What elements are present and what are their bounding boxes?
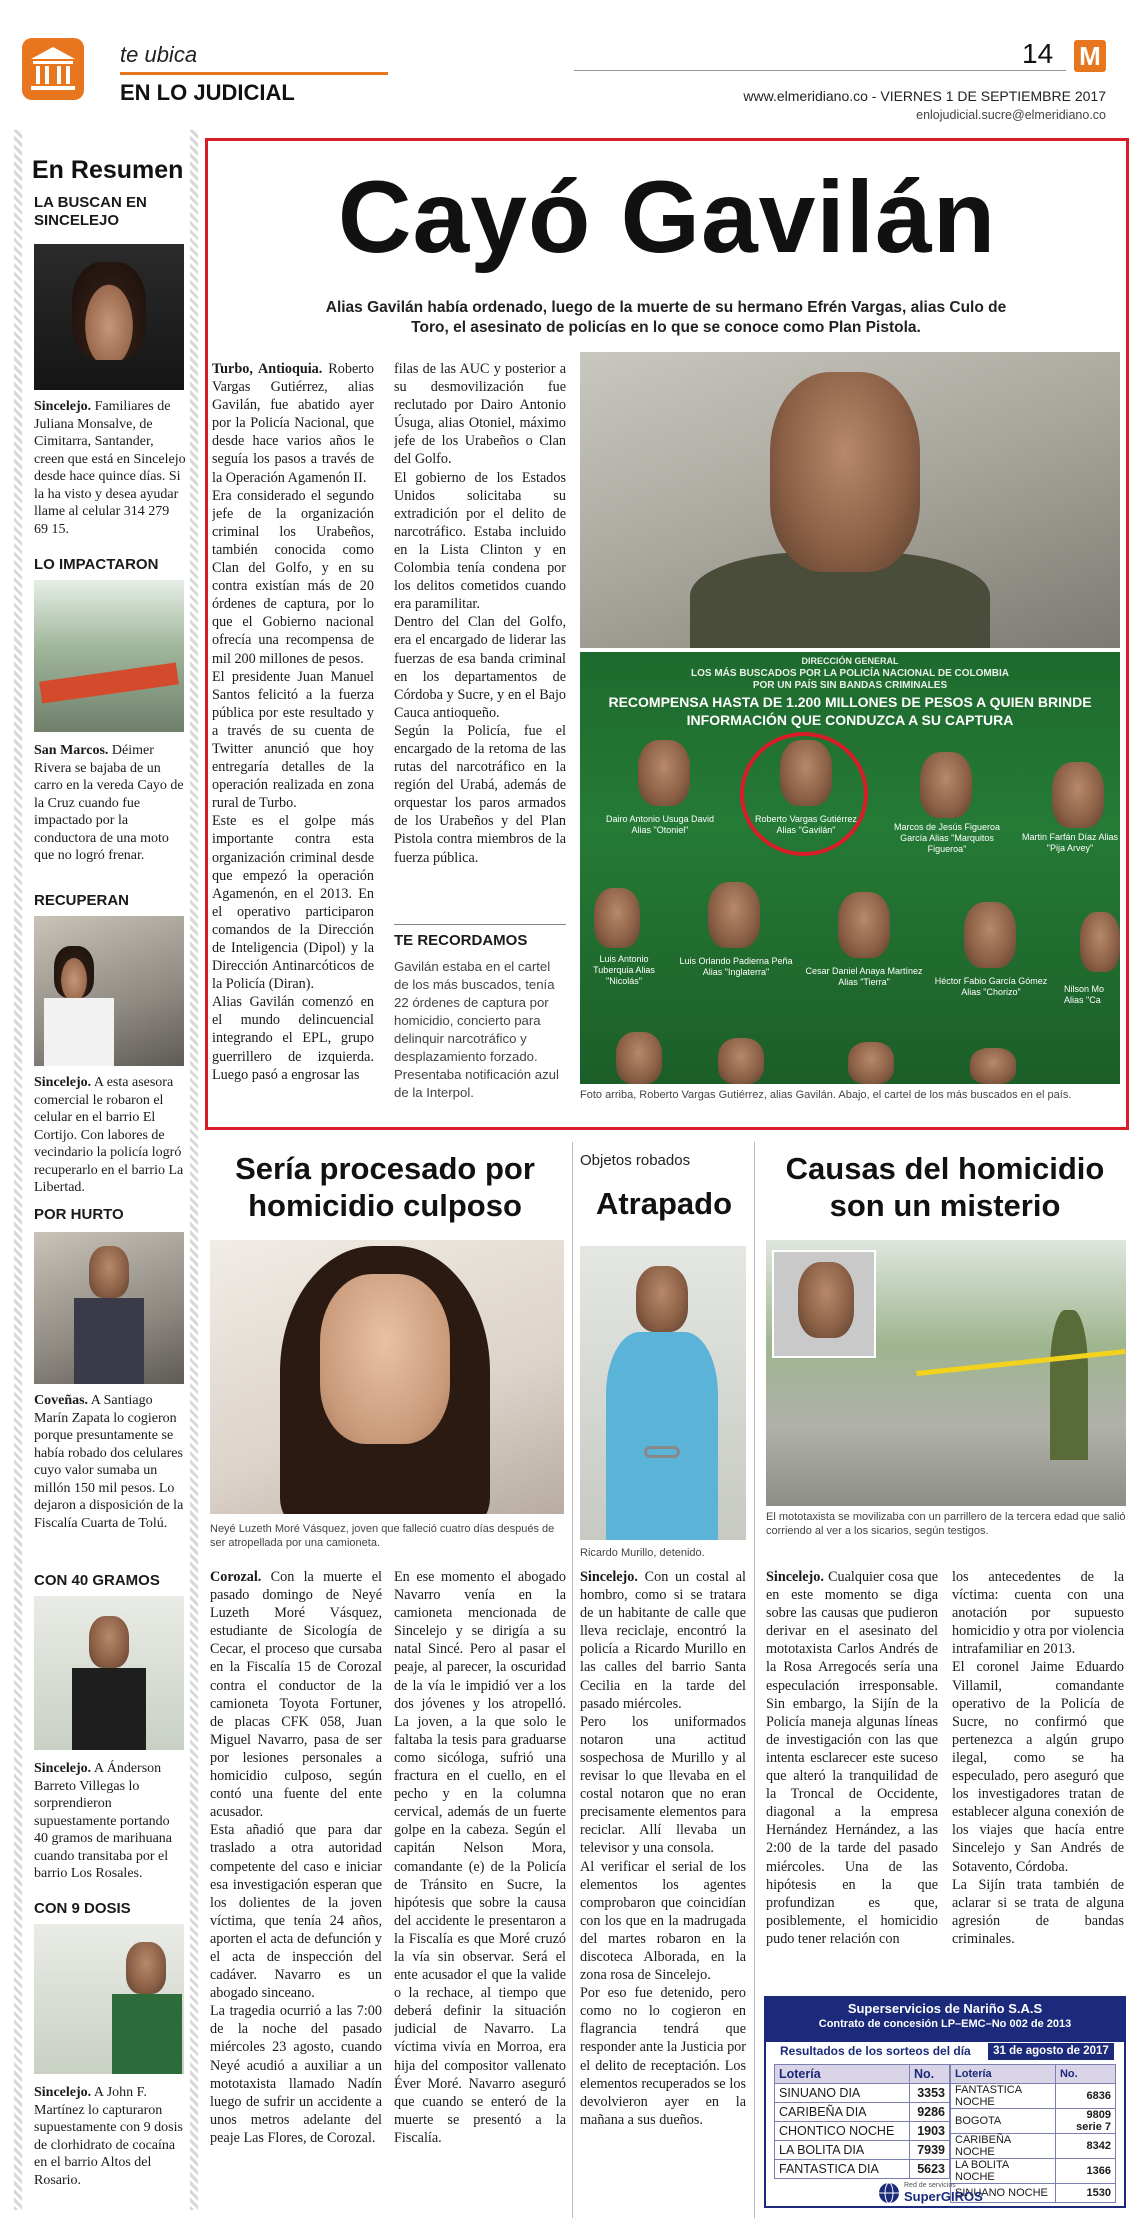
recordamos-head: TE RECORDAMOS [394,932,528,949]
sidebar-photo-9-dosis-shirt [112,1994,182,2074]
sidebar-lead-9-dosis: Sincelejo. [34,2085,92,2100]
table-row [775,2141,950,2160]
supergiros-small: Red de servicios [904,2182,956,2189]
story4-photo-officer [1050,1310,1088,1460]
sidebar-photo-40-gramos-face [89,1616,129,1668]
board-name-3: Marcos de Jesús Figueroa García Alias "Marquitos Figueroa" [893,822,1001,854]
sidebar-photo-buscan [34,244,184,390]
section-label-small: te ubica [120,42,198,67]
table-row [775,2103,950,2122]
sidebar-body-9-dosis: A John F. Martínez lo capturaron supuestamente con 9 dosis de clorhidrato de cocaína en el barrio Altos del Rosario. [34,2085,183,2188]
board-name-9: Nilson Mo Alias "Ca [1064,984,1105,1005]
lottery-right-num-2: 8342 [1055,2134,1115,2159]
sidebar-photo-recuperan-shirt [44,998,114,1066]
sidebar-head-40-gramos: CON 40 GRAMOS [34,1572,160,1589]
sidebar-photo-recuperan [34,916,184,1066]
sidebar-photo-hurto-shirt [74,1298,144,1384]
main-col1-p1: Roberto Vargas Gutiérrez, alias Gavilán, fue abatido ayer por la Policía Nacional, que desde hace varios años le seguía los pasos a través de la Operación Agamenón II. [212,361,374,486]
sidebar-lead-recuperan: Sincelejo. [34,1075,92,1090]
sidebar-photo-impactaron [34,580,184,732]
board-face-4 [1052,762,1104,828]
board-highlight-circle[interactable] [740,732,868,856]
main-col-2 [394,360,566,916]
lottery-left-num-2: 1903 [910,2122,950,2141]
table-row [951,2134,1116,2159]
section-label-big: EN LO JUDICIAL [120,80,295,105]
sidebar-lead-buscan: Sincelejo. [34,399,92,414]
main-col2-p3: Dentro del Clan del Golfo, era el encargado de liderar las fuerzas de esa banda criminal en los departamentos de Córdoba y Sucre, y en el Bajo Cauca antioqueño. [394,614,566,721]
sidebar-head-9-dosis: CON 9 DOSIS [34,1900,131,1917]
sidebar-photo-9-dosis [34,1924,184,2074]
board-face-13 [970,1048,1016,1084]
sidebar-text-hurto [34,1392,186,1532]
lottery-left-name-3: LA BOLITA DIA [775,2141,910,2160]
story3-lead: Sincelejo. [580,1569,638,1585]
table-row [775,2122,950,2141]
board-name-6: Luis Orlando Padierna Peña Alias "Inglaterra" [679,956,793,977]
dateline: www.elmeridiano.co - VIERNES 1 DE SEPTIEMBRE 2017 [743,88,1106,104]
sidebar-photo-recuperan-face [54,946,94,998]
board-line2: LOS MÁS BUSCADOS POR LA POLICÍA NACIONAL DE COLOMBIA [691,668,1009,679]
lottery-date-badge: 31 de agosto de 2017 [988,2043,1114,2060]
main-photo-gavilan-face [770,372,920,572]
board-face-10 [616,1032,662,1084]
sidebar-head-buscan: LA BUSCAN EN SINCELEJO [34,194,147,229]
lottery-left-name-0: SINUANO DIA [775,2084,910,2103]
board-face-1 [638,740,690,806]
header-rule [574,70,1066,71]
story4-col1-p1: Cualquier cosa que en este momento se diga sobre las causas que pudieron derivar en el asesinato del mototaxista Carlos Andrés de la Rosa Arregocés sería una especulación irresponsable. Sin embargo, la Sijín de la Policía maneja algunas líneas de investigación con las que intenta esclarecer este suceso que alteró la tranquilidad de la Troncal de Occidente, diagonal a la empresa Hernández Hernández, a las 2:00 de la tarde del pasado miércoles. Una de las hipótesis en la que profundizan es que, posiblemente, el homicidio pudo tener relación con [766,1569,938,1947]
story4-headline: Causas del homicidio son un misterio [785,1151,1105,1223]
board-line3: POR UN PAÍS SIN BANDAS CRIMINALES [752,680,948,691]
main-photo-gavilan [580,352,1120,648]
main-col2-p1: filas de las AUC y posterior a su desmovilización fue reclutado por Dairo Antonio Úsuga, alias Otoniel, máximo jefe de los Urabeños o Clan del Golfo. [394,361,566,468]
board-name-5: Luis Antonio Tuberquia Alias "Nicolás" [593,954,655,986]
story3-photo-face [636,1266,688,1332]
table-row [951,2159,1116,2184]
board-name-2: Roberto Vargas Gutiérrez Alias "Gavilán" [755,814,857,835]
sidebar-text-buscan [34,398,186,538]
story3-headline: Atrapado [595,1186,733,1221]
story2-lead: Corozal. [210,1569,262,1585]
sidebar-body-buscan: Familiares de Juliana Monsalve, de Cimitarra, Santander, creen que está en Sincelejo desde hace quince días. Si la ha visto y desea ayudar llame al celular 314 279 69 15. [34,399,186,537]
story4-col2-p2: El coronel Jaime Eduardo Villamil, comandante operativo de la Policía de Sucre, no confirmó que pertenezca a algún grupo ilegal, como se ha especulado, pero aseguró que los investigadores tratan de establecer alguna conexión de los viajes que hacía entre Sincelejo y San Andrés de Sotavento, Córdoba. [952,1659,1124,1875]
story4-lead: Sincelejo. [766,1569,824,1585]
sidebar-head-impactaron: LO IMPACTARON [34,556,159,573]
main-headline: Cayó Gavilán [337,160,997,274]
brand-logo-letter: M [1079,41,1101,71]
lottery-left-col-num: No. [910,2065,950,2084]
sidebar-photo-impactaron-stretcher [39,663,179,704]
story2-col2-p1: En ese momento el abogado Navarro venía en la camioneta mencionada de Sincelejo y se dirigía a su natal Sincé. Pero al pasar el peaje, al parecer, la oscuridad de la vía le impidió ver a los dos jóvenes y los atropelló. La joven, a la que solo le faltaba la tesis para graduarse como sicóloga, sufrió una fractura en el cuello, en el pecho y en la columna cervical, además de un fuerte golpe en la cabeza. Según el capitán Nelson Mora, comandante (e) de la Policía de Tránsito en Sucre, la hipótesis que sobre la causa del accidente le presentaron a la Fiscalía es que Moré cruzó la vía sin observar. Será el ente acusador el que la valide o la rechace, al tiempo que deberá definir la situación judicial de Navarro. La víctima vivía en Morroa, era hija del compositor vallenato Éver Moré. Navarro aseguró que cuando se enteró de la muerte se presentó a la Fiscalía. [394,1569,566,2146]
sidebar-pattern-right [190,130,198,2210]
sidebar-photo-hurto [34,1232,184,1384]
sidebar-text-impactaron [34,742,186,865]
section-underline [120,72,388,75]
story2-col1-p2: Esta añadió que para dar traslado a otra autoridad competente del caso e iniciar esa investigación esperan que los dolientes de la joven víctima, que tenía 24 años, aporten el acta de defunción y el acta de inspección del cadáver. Navarro es un abogado sinceano. [210,1822,382,2002]
sidebar-head-recuperan: RECUPERAN [34,892,130,909]
story3-kicker: Objetos robados [580,1152,691,1169]
lottery-right-num-1: 9809 serie 7 [1055,2109,1115,2134]
story3-p3: Al verificar el serial de los elementos los agentes comprobaron que coincidían con los que en la madrugada del martes robaron en la discoteca Alborada, en la zona rosa de Sincelejo. [580,1858,746,1984]
board-face-8 [964,902,1016,968]
story3-photo-handcuffs [644,1446,680,1458]
lottery-header [766,1998,1124,2042]
main-photo-caption: Foto arriba, Roberto Vargas Gutiérrez, alias Gavilán. Abajo, el cartel de los más buscados en el país. [580,1089,1072,1101]
lottery-right-name-2: CARIBEÑA NOCHE [951,2134,1056,2159]
board-face-7 [838,892,890,958]
divider-vertical-2 [754,1142,755,2218]
story2-headline: Sería procesado por homicidio culposo [235,1151,535,1223]
main-col-1 [212,360,374,1120]
story3-caption: Ricardo Murillo, detenido. [580,1547,705,1559]
sidebar-body-recuperan: A esta asesora comercial le robaron el celular en el barrio El Cortijo. Con labores de vecindario la policía logró recuperarlo en el barrio La Libertad. [34,1075,184,1195]
story4-col2-p1: los antecedentes de la víctima: cuenta con una anotación por supuesto homicidio y otra por violencia intrafamiliar en 2013. [952,1569,1124,1658]
lottery-left-num-1: 9286 [910,2103,950,2122]
globe-icon [878,2182,900,2204]
supergiros-logo [878,2182,1018,2204]
story4-col-2 [952,1568,1124,1986]
sidebar-head-hurto: POR HURTO [34,1206,124,1223]
sidebar-text-40-gramos [34,1760,186,1883]
board-name-7: Cesar Daniel Anaya Martínez Alias "Tierra" [805,966,923,987]
supergiros-brand: SuperGIROS [904,2189,983,2204]
sidebar-lead-hurto: Coveñas. [34,1393,89,1408]
section-logo [22,38,84,100]
divider-vertical-1 [572,1142,573,2218]
story2-col-1 [210,1568,382,2216]
main-col1-p5: Alias Gavilán comenzó en el mundo delincuencial integrando el EPL, grupo guerrillero de izquierda. Luego pasó a engrosar las [212,994,374,1083]
lottery-right-name-1: BOGOTA [951,2109,1056,2134]
lottery-subtitle: Contrato de concesión LP–EMC–No 002 de 2013 [818,2018,1072,2030]
story2-col1-p3: La tragedia ocurrió a las 7:00 de la noche del pasado miércoles 23 agosto, cuando Neyé acudió a auxiliar a un mototaxista llamado Nadín luego de sufrir un accidente a unos metros adelante del peaje Las Flores, de Corozal. [210,2003,382,2146]
lottery-left-num-3: 7939 [910,2141,950,2160]
board-line1: DIRECCIÓN GENERAL [801,656,899,666]
story3-photo [580,1246,746,1540]
table-row [951,2109,1116,2134]
recordamos-rule [394,924,566,925]
main-col1-p2: Era considerado el segundo jefe de la organización criminal los Urabeños, también conocida como Clan del Golfo, y en su contra existían más de 20 órdenes de captura, por lo que el Gobierno nacional ofrecía una recompensa de mil 200 millones de pesos. [212,487,374,667]
lottery-table-left [774,2064,950,2179]
sidebar-lead-impactaron: San Marcos. [34,743,109,758]
main-col1-lead: Turbo, Antioquia. [212,361,323,377]
board-face-5 [594,888,640,948]
courthouse-icon [22,38,84,100]
lottery-right-num-0: 6836 [1055,2084,1115,2109]
board-name-8: Héctor Fabio García Gómez Alias "Chorizo" [934,976,1048,997]
sidebar-pattern-left [14,130,22,2210]
table-row [775,2084,950,2103]
lottery-box [764,1996,1126,2208]
lottery-right-num-4: 1530 [1055,2184,1115,2203]
board-line5: INFORMACIÓN QUE CONDUZCA A SU CAPTURA [686,712,1014,728]
main-subhead: Alias Gavilán había ordenado, luego de la muerte de su hermano Efrén Vargas, alias Culo de Toro, el asesinato de policías en lo que se conoce como Plan Pistola. [325,299,1007,336]
sidebar-photo-buscan-face [72,262,146,360]
sidebar-photo-9-dosis-face [126,1942,166,1994]
story4-photo-inset-face [798,1262,854,1338]
section-email: enlojudicial.sucre@elmeridiano.co [916,108,1106,122]
lottery-left-name-2: CHONTICO NOCHE [775,2122,910,2141]
lottery-right-num-3: 1366 [1055,2159,1115,2184]
sidebar-lead-40-gramos: Sincelejo. [34,1761,92,1776]
table-row [775,2160,950,2179]
sidebar-body-40-gramos: A Ánderson Barreto Villegas lo sorprendieron supuestamente portando 40 gramos de marihuana cuando transitaba por el barrio Los Rosales. [34,1761,173,1881]
story2-col-2 [394,1568,566,2216]
main-col2-p4: Según la Policía, fue el encargado de la retoma de las rutas del narcotráfico en la región del Urabá, además de orquestar los paros armados de los Urabeños y del Plan Pistola contra miembros de la fuerza pública. [394,722,566,866]
story4-photo-tape [916,1349,1125,1376]
board-face-6 [708,882,760,948]
main-col1-p4: Este es el golpe más importante contra esta organización criminal desde que empezó la operación Agamenón, en el 2013. En el operativo participaron comandos de la Dirección de Inteligencia (Dipol) y la Dirección Antinarcóticos de la Policía (Diran). [212,813,374,993]
brand-logo [1074,40,1106,72]
sidebar-text-9-dosis [34,2084,186,2189]
table-row [951,2084,1116,2109]
story4-photo [766,1240,1126,1506]
story2-photo-face [320,1274,450,1444]
recordamos-text: Gavilán estaba en el cartel de los más buscados, tenía 22 órdenes de captura por homicidio, concierto para delinquir narcotráfico y desplazamiento forzado. Presentaba notificación azul de la Interpol. [394,959,559,1100]
story4-col2-p3: La Sijín trata también de aclarar si se trata de alguna agresión de bandas criminales. [952,1876,1124,1947]
story4-photo-inset [772,1250,876,1358]
sidebar-photo-40-gramos-shirt [72,1668,146,1750]
story2-photo [210,1240,564,1514]
lottery-left-col-name: Lotería [775,2065,910,2084]
board-line4: RECOMPENSA HASTA DE 1.200 MILLONES DE PESOS A QUIEN BRINDE [608,694,1092,710]
story3-p4: Por eso fue detenido, pero como no lo cogieron en flagrancia tendrá que responder ante la Justicia por el delito de receptación. Los elementos recuperados se los devolvieron ayer en la mañana a sus dueños. [580,1985,746,2128]
lottery-right-col-num: No. [1055,2065,1115,2084]
story3-col [580,1568,746,2216]
board-name-1: Dairo Antonio Usuga David Alias "Otoniel" [605,814,715,835]
lottery-left-name-4: FANTASTICA DIA [775,2160,910,2179]
sidebar-photo-hurto-face [89,1246,129,1298]
board-name-4: Martin Farfán Díaz Alias "Pija Arvey" [1021,832,1119,853]
sidebar-text-recuperan [34,1074,186,1197]
board-face-9 [1080,912,1120,972]
main-col1-p3: El presidente Juan Manuel Santos felicitó a la fuerza pública por este resultado y a través de su cuenta de Twitter anunció que hoy entregaría detalles de la operación realizada en zona rural de Turbo. [212,668,374,812]
sidebar-body-impactaron: Déimer Rivera se bajaba de un carro en la vereda Cayo de la Cruz cuando fue impactado por la conductora de una moto que no logró frenar. [34,743,184,863]
sidebar-title: En Resumen [32,156,184,184]
story4-caption: El mototaxista se movilizaba con un parrillero de la tercera edad que salió corriendo al ver a los sicarios, según testigos. [766,1511,1126,1537]
story3-p1: Con un costal al hombro, como si se tratara de un habitante de calle que lleva reciclaje, encontró la policía a Ricardo Murillo en las calles del barrio Santa Cecilia en la tarde del pasado miércoles. [580,1569,746,1712]
lottery-left-num-0: 3353 [910,2084,950,2103]
lottery-right-name-4: SINUANO NOCHE [951,2184,1056,2203]
story2-col1-p1: Con la muerte el pasado domingo de Neyé Luzeth Moré Vásquez, estudiante de Sicología de Cecar, el proceso que cursaba en la Fiscalía 15 de Corozal contra el conductor de la camioneta Toyota Fortuner, de placas CFK 058, Juan Miguel Navarro, pasa de ser por lesiones personales a homicidio culposo, según contó una fuente del ente acusador. [210,1569,382,1821]
board-face-11 [718,1038,764,1084]
main-photo-wanted-board [580,652,1120,1084]
story3-photo-shirt [606,1332,718,1540]
lottery-title: Superservicios de Nariño S.A.S [847,2001,1043,2016]
story2-caption: Neyé Luzeth Moré Vásquez, joven que falleció cuatro días después de ser atropellada por una camioneta. [210,1523,555,1549]
board-face-3 [920,752,972,818]
story4-col-1 [766,1568,938,1986]
lottery-results-label: Resultados de los sorteos del día [780,2044,971,2058]
lottery-left-num-4: 5623 [910,2160,950,2179]
lottery-left-name-1: CARIBEÑA DIA [775,2103,910,2122]
lottery-right-name-3: LA BOLITA NOCHE [951,2159,1056,2184]
story3-p2: Pero los uniformados notaron una actitud sospechosa de Murillo y al revisar lo que llevaba en el costal notaron que no eran precisamente elementos para reciclar. Allí llevaba un televisor y una consola. [580,1713,746,1857]
sidebar-body-hurto: A Santiago Marín Zapata lo cogieron porque presuntamente se había robado dos celulares cuyo valor sumaba un millón 150 mil pesos. Lo dejaron a disposición de la Fiscalía Cuarta de Tolú. [34,1393,184,1531]
lottery-right-col-name: Lotería [951,2065,1056,2084]
sidebar-photo-40-gramos [34,1596,184,1750]
page-number: 14 [1022,38,1054,69]
board-face-12 [848,1042,894,1084]
lottery-right-name-0: FANTASTICA NOCHE [951,2084,1056,2109]
main-col2-p2: El gobierno de los Estados Unidos solicitaba su extradición por el delito de narcotráfico. Estaba incluido en la Lista Clinton y en Colombia tenía condena por los delitos cometidos cuando era paramilitar. [394,469,566,613]
